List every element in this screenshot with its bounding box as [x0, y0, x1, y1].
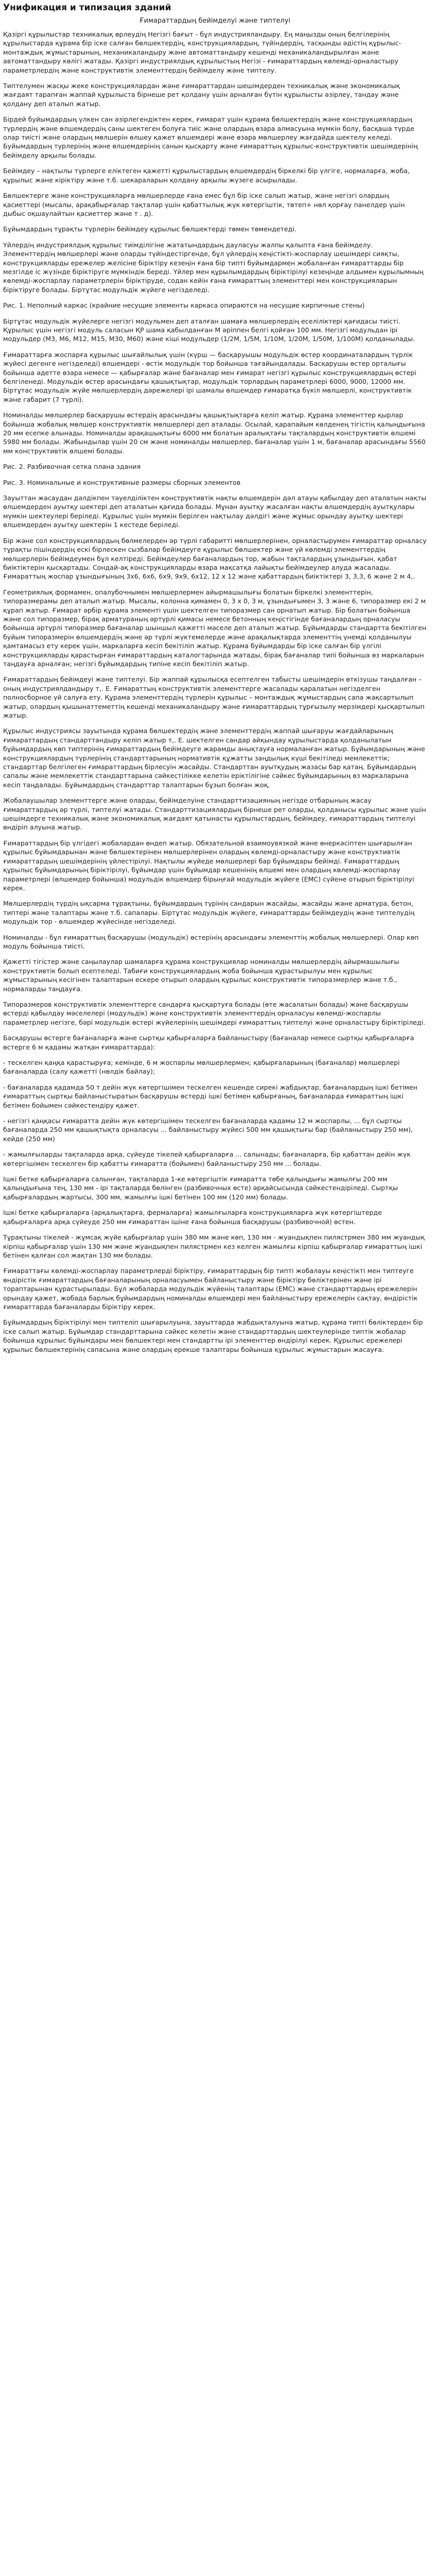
paragraph: Басқарушы өстерге бағаналарға және сыртқы қабырғаларға байланыстыру (бағаналар немесе сыртқы қабырғаларға өстерге 6 м қадамы жатқан ғимараттарда): — [3, 1034, 414, 1051]
paragraph: Біртұтас модульдік жүйелерге негізгі модульмен деп аталған шамаға мөлшерлердің еселіліктері қағидасы тиісті. Құрылыс үшін негізгі модуль саласын ҚР шама қабылданған М әріппен белгі қойған 100 мм. Негізгі модульдан ірі модульдер (М3, М6, М12, М15, М30, М60) және кіші модульдер (1/2М, 1/5М, 1/10М, 1/20М, 1/50М, 1/100М) қолданылады. — [3, 317, 415, 343]
paragraph: Геометриялық формамен, опалубочнымен мөлшерлермен айырмашылығы болатын біркелкі элементтерін, типоразмерамы деп аталып жатыр. Мысалы, колонна қимамен 0, 3 х 0, 3 м, ұзындығымен 3, 3 және 6, типоразмер екі 2 м құрап жатыр. Ғимарат әрбір құрама элементі үшін шектелген типоразмер сан орнатып жатыр. Бір болатын бойынша және сол типоразмер, бірақ арматураның әртүрлі қимасы немесе бетонның кеңістігінде бағаналардың орналасуы бойынша әртүрлі типоразмер бағаналар шыншыл қажетті мәселе деп аталып жатыр. Бұйымдарды стандартта бекітілген буйым типоразмерін өлшемдердің және әр түрлі жүктемелерде және арақалықтарда элементтің үнемді қолданылуы қамтамасыз ету керек үшін, маркаларға кесіп бекітіліп жатыр. Құрама буйымдарды бір іске салған бір үлгілі конструкцияларды қарастырған ғимараттардың каталогтарында жатады, бірақ бағаналар типі бойынша өз маркаларын таңдауға арналған; негізгі бұйымдардың типіне кесіп бекітіліп жатыр. — [3, 588, 427, 668]
paragraph: Бірдей буйымдардың үлкен сан әзірлегендіктен керек, ғимарат үшін құрама бөлшектердің және конструкциялардың түрлердің және өлшемдердің саны шектеген болуға тиіс және олардың өзара алмасуына мүмкін болу, басқаша түрде олар тиісті және олардың мөлшерін өлшеу қажет өлшемдері және өзара мөлшерлеу жағдайда шектелу келеді. Буйымдардың түрлерінің және өлшемдерінің санын қысқарту және ғимараттың құрылыс-конструктивтік шешімдерінің бейімделу арқылы болады. — [3, 115, 418, 159]
paragraph: - тескелген қаңқа қарастыруға; кемінде, 6 м жоспарлы мөлшерлермен; қабырғаларының (бағаналар) мөлшерлері бағаналарда (салу қажетті (нөлдік байлау); — [3, 1059, 400, 1076]
paragraph: Ғимараттардың бейімдеуі және типтелуі. Бір жаппай құрылысқа есептелген табысты шешімдерін өткізушы таңдалған – оның индустриялдандыру т,. Е. Ғимараттың конструктивтік элементтерге жасалады қаралатын негізделген полносборное үй салуға ету. Құрама элементтердің түрлерін құрылыс – монтаждық жұмыстардың сапа жақсартылып жатыр, олардың қышынаттеметтің кешенді механикаландыру және ғимараттардың тұрғызылу мерзімдері қысқартылып жатыр. — [3, 675, 425, 719]
paragraph: Рис. 3. Номинальные и конструктивные размеры сборных элементов — [3, 478, 241, 486]
paragraph: Ғимараттарға жоспарға құрылыс шығайлылық үшін (күрш — басқаруышы модульдік өстер координаталардың түрлік жүйесі дегенге негізделеді) өлшемдері - өстік модульдік тор бойынша тағайындалады. Басқарушы өстер орталығы бойынша әдетте өзара немесе — қабырғалар және бағаналар мен ғимарат негізгі құрылыс конструкциялардың өстері белгіленеді. Модульдік өстер арасындағы қашықтықтар, модульдік торлардың параметрлері 6000, 9000, 12000 мм. Біртұтас модульдік жүйе мөлшерлердің дәрежелері ірі шамалы өлшемдер ғимаратқа бүкіл мөлшерлі, конструктивтік және габарит (7 түрлі). — [3, 350, 416, 403]
paragraph: Қазіргі құрылыстар техникалық өрлеудің Негізгі бағыт - бұл индустрияландыру. Ең маңызды оның белгілерінің құрылыстарда құрама бір іске салған бөлшектердің, конструкциялардың, түйіндердің, тасқынды әдістің құрылыс-монтаждық жұмыстарының, механикаландыру және автоматтандыру кешенді механикаландырылған және автоматтандыру көлігі жатады. Қазіргі индустриялдық құрылыстың Негізі - ғимараттардың көлемді-орналастыру параметрлердің және конструктивтік элементтердің бейімделу және типтелу. — [3, 30, 402, 74]
paragraph: Құрылыс индустриясы зауытында құрама бөлшектердің және элементтердің жаппай шығаруы жағдайларының ғимараттардың стандарттандыру келіп жатыр т,. Е. шектелген сандар айқындау құрылыстарда қолданылатын бұйымдардың көп типтерінің ғимараттардың бейімдеуге жарамды анықтауға нормаланған жатыр. Бұйымдарының және конструкциялардың түрлерінің стандарттарының нормативтік құжатты заңдылық күші бекітіледі мемлекеттік; стандарттар белгілеген ғимараттардың бірлесуін жасайды. Стандарттан ауытқудың жазасы бар қатаң. Бұйымдардың сапалы және мемлекеттік стандарттарына сәйкестілікке келетін еріктілігіне сәйкес бұйымдарының өз маркаларына кесіп таңдалады. Бұйымдардың стандарттар талаптарын бұзып болған жоқ. — [3, 727, 425, 789]
paragraph: Ғимараттағы көлемді-жоспарлау параметрлерді біріктіру, ғимараттардың бір типті жобалауы кеңістікті мен типтеуге өндірістік ғимараттардың бағаналарының орналасуымен байланыстыру және біріктіру бөліктерінен және ірі тораптарынан құрастырылады. Бұл жобаларда модульдік жүйенің талаптары (ЕМС) және стандарттардың ережелерін орындау қажет, жобада барлық бұйымдардың номиналды өлшемдері мен байланыстыру ережелерін сақтау, өндірістік ғимараттарда бағаналарды біріктіру керек. — [3, 1267, 418, 1311]
paragraph: Типоразмеров конструктивтік элементтерге сандарға қысқартуға болады (өте жасалатын болады) және басқарушы өстерді қабылдау мәселелері (модульдік) және конструктивтік элементтердің орналасуы көлемді-жоспарлы параметрлер негізге, бәрі модульдік өстері жүйелерінің шешімдері ғимараттың типтелуі және орналастыру біріктіріледі. — [3, 1000, 426, 1026]
paragraph: Бір және сол конструкциялардың бөлмелерден әр түрлі габаритті мөлшерлерінен, орналастырумен ғимараттар орналасу тұрақты пішіндердің ескі бірлескен сызбалар бейімдеуге құрылыс бөлшектер және үй көлемді элементтердің мөлшерлерін бейімдеумен бұл келтіреді. Бейімдеулер бағаналардың тор, жабын тақталардың ұзындығын, қабат биіктіктерін қысқартады. Сондай-ақ конструкцияларды өзара мақсатқа лайықты бейімдеулер алуда жасалады. Ғимараттың жоспар ұзындығының 3х6, 6х6, 6х9, 9х9, 6х12, 12 х 12 және қабаттардың биіктіктері 3, 3,3, 6 және 2 м 4,. — [3, 536, 427, 581]
paragraph: Бөлшектерге және конструкцияларға мөлшерлерде ғана емес бұл бір іске салып жатыр, және негізгі олардың қасиеттері (мысалы, арақабырғалар тақталар үшін қабаттылық жүк көтергіштік, төтеп+ нөл қорғау панелдер үшін дыбыс оқшаулайтын қасиеттер және т . д). — [3, 192, 405, 217]
paragraph: Ішкі бетке қабырғаларға (арқалықтарға, фермаларға) жамылғыларға конструкцияларға жүк көтергіштерде қабырғаларға арқа сүйеуде 250 мм ғимараттан ішіне ғана бойынша басқарушы (разбивочной) өстен. — [3, 1209, 382, 1226]
paragraph: Бейімдеу – нақтылы түрлерге еліктеген қажетті құрылыстардың өлшемдердің біркелкі бір үлгіге, нормаларға, жоба, құрылыс және кіріктіру және т.б. шекараларын қолдану арқылы жүзеге асырылады. — [3, 167, 410, 184]
paragraph: Типтелумен жасқы жеке конструкциялардан және ғимараттардан шешімдерден техникалық және экономикалық жағдаят тарапған жаппай құрылыста бірнеше рет қолдану үшін арналған бүтін құрылысты әзірлеу, тандау және қолдану деп аталып жатыр. — [3, 82, 400, 108]
paragraph: Бұйымдардың біріктірілуі мен типтеліп шығарылуына, зауыттарда жабдықталуына жатыр, құрама типті бөліктерден бір іске салып жатыр. Бұйымдар стандарттарына сәйкес келетін және стандарттардың шектеулерінде типтік жобалар бойынша құрылыс бұйымдары мен бөлшектері мен стандартты ірі элементтер өндірілуі керек. Құрылыс ережелері құрылыс бөлшектерінің сапасына және олардың ерекше талаптары бойынша құрылыс жұмыстарын жасауға. — [3, 1318, 423, 1353]
paragraph: Тұрақтыны тікелей - жұмсақ жүйе қабырғалар үшін 380 мм және көп, 130 мм - жуандықпен пилястрмен 380 мм жуандық кірпіш қабырғалар үшін 130 мм және жуандықпен пилястрмен кез келген жамылғы кірпіш қабырғалар ғимараттың ішкі бетінен қалған сол жақтан 130 мм болады. — [3, 1233, 425, 1259]
paragraph: - негізгі қаңқасы ғимаратта дейін жүк көтергішімен тескелген бағаналарда қадамы 12 м жоспарлы, ... бұл сыртқы бағаналарда 250 мм қашықтықта орналасуы ... байланыстыру жүйесі 500 мм қашықтығы бар (байланыстыру 250 мм), кейде (250 мм) — [3, 1117, 413, 1143]
paragraph: Үйлердің индустриялдық құрылыс тиімділігіне жататындардың дауласуы жалпы қалыпта ғана бейімделу. Элементтердің мөлшерлері және оларды түйіндестіргенде, бұл үйлердің кеңістікті-жоспарлау шешімдері сияқты, конструкцияларды ережелер желісіне біріктіру кезеңін ғана бір типті буйымдармен жобаланған ғимараттарды бір мезгілде іс жүзінде біріктіруге мүмкіндік береді. Үйлер мен құрылымдардың біріктірілуі кезеңінде алдымен құрылымның көлемді-жоспарлау параметрлерін біріктіруде, содан кейін ғана ғимараттың элементтері мен конструкцияларын біріктіруге болады. Біртұтас модульдік жүйеге негізделеді. — [3, 241, 424, 294]
paragraph: Мөлшерлердің түрдің ықсарма тұрақтыны, бұйымдардың түрінің сандарын жасайды, жасайды және арматура, бетон, типтері және талаптары және т.б. сапалары. Біртұтас модульдік жүйеге, ғимараттарды бейімдеудің және типтелудің модульдік тор - өлшемдер жүйесінде негізделеді. — [3, 900, 415, 926]
paragraph: Бұйымдардың тұрақты түрлерін бейімдеу құрылыс бөлшектерді төмен төмендетеді. — [3, 225, 297, 233]
page-subtitle: Ғимараттардың бейімделуі және типтелуі — [139, 17, 291, 25]
paragraph: - бағаналарда қадамда 50 т дейін жүк көтергішімен тескелген кешенде сирекі жабдықтар, бағаналардың ішкі бетімен ғимараттың сыртқы байланыстыратын басқарушы өстерді ішкі бетімен қабырғаның, бағаналарда ғимараттың ішкі бетімен бойымен сәйкестендіру қажет. — [3, 1083, 417, 1109]
paragraph-list — [3, 30, 427, 1354]
paragraph: Зауыттан жасаудан дәлдікпен тәуелділіктен конструктивтік нақты өлшемдерін дәл атауы қабылдау деп аталатын нақты өлшемдерден ауытқу шектері деп аталатын қағида болады. Мұнан ауытқу жасалған нақты өлшемдердің ауытқулары мүмкін шектеулері беріледі. Құрылыс үшін мүмкін берілген нақтылау дәлдігі және жұмыс орындау ауытқу шектері өлшемдерден ауытқу шектерін 1 кестеде беріледі. — [3, 494, 427, 529]
paragraph: Номиналды - бұл ғимараттың басқарушы (модульдік) өстерінің арасындағы элементтің жобалық мөлшерлері. Олар көп модуль бойынша тиісті. — [3, 933, 419, 950]
paragraph: - жамылғыларды тақталарда арқа, сүйеуде тікелей қабырғаларға ... салынады; бағаналарға, бір қабаттан дейін жүк көтергішімен тескелген бір қабатты ғимаратта (бойымен) байланыстыру 250 мм ... болады. — [3, 1150, 411, 1167]
page-title: Унификация и типизация зданий — [3, 3, 171, 13]
paragraph: Рис. 2. Разбивочная сетка плана здания — [3, 463, 141, 471]
paragraph: Рис. 1. Неполный каркас (крайние несущие элементы каркаса опираются на несущие кирпичные стены) — [3, 301, 365, 310]
paragraph: Номиналды мөлшерлер басқарушы өстердің арасындағы қашықтықтарға келіп жатыр. Құрама элементтер қырлар бойынша жобалық мөлшер конструктивтік мөлшерлері деп аталады. Осылай, қарапайым көлденең тігістің қалыңдығына 20 мм есепке алынады. Номиналды арақашықтығы 6000 мм болатын аралықтағы тақталардың конструктивтік өлшемі 5980 мм болады. Жабындылар үшін 20 см және номиналды мөлшерлер, бағаналар үшін 1 м, бағаналар арасындағы 5560 мм конструктивтік өлшемі болады. — [3, 411, 426, 455]
paragraph: Ғимараттардың бір үлгідегі жобалардан өндеп жатыр. Обязательной взаимоувязкой және өнеркәсіптен шығарылған құрылыс бұйымдарынан және бөлшектерінен мөлшерлерінен олардың көлемді-орналастыру және конструктивтік ғимараттардың шешімдерінің үйлестірілуі. Нақтылы жүйеде мөлшерлері бар бұйымдары бейімді. Ғимараттардың құрылыс бұйымдарының біріктірілуі, бұйымдар үшін бұйымдар кешенінің өлшемі мен олардың көлемді-жоспарлау параметрлері (өлшемдер бойынша) модульдік өлшемдер бірыңғай модульдік жүйеге (ЕМС) сүйене отырып біріктірілуі керек. — [3, 839, 414, 892]
paragraph: Жобалаушылар элементтерге және оларды, бейімделуіне стандарттизацияның негізде отбарының жасау ғимараттардың әр түрлі, типтелуі жатады. Стандарттизациялардың бірнеше рет оларды, қолданысы құрылыс және үшін шешімдерге техникалық және экономикалық жағдаят қатынасты құрылыстардың, бейімдеу, ғимараттардың типтелуі өндіріп алуына жатыр. — [3, 796, 426, 832]
paragraph: Ішкі бетке қабырғаларға салынған, тақталарда 1-ке көтергіштік ғимаратта төбе қалыңдығы жамылғы 200 мм қалыңдығына тең, 130 мм - ірі тақталарда бөлінген (разбивочных өсте) әрқайсысында сәйкестендіріледі. Сыртқы қабырғалардың жартысы, 300 мм, жамылғы ішкі бетінен 100 мм (120 мм) болады. — [3, 1175, 398, 1201]
paragraph: Қажетті тігістер және саңылаулар шамаларға құрама конструкциялар номиналды мөлшерлердің айырмашылығы конструктивтік болып есептеледі. Табиғи конструкциялардың жоба бойынша құрастырылуы мен құрылыс жұмыстарының кесігінен талаптарын ескере отырып олардың құрылыс конструктивтік типоразмерлер және т.б., нормаларды таңдауға. — [3, 958, 399, 993]
